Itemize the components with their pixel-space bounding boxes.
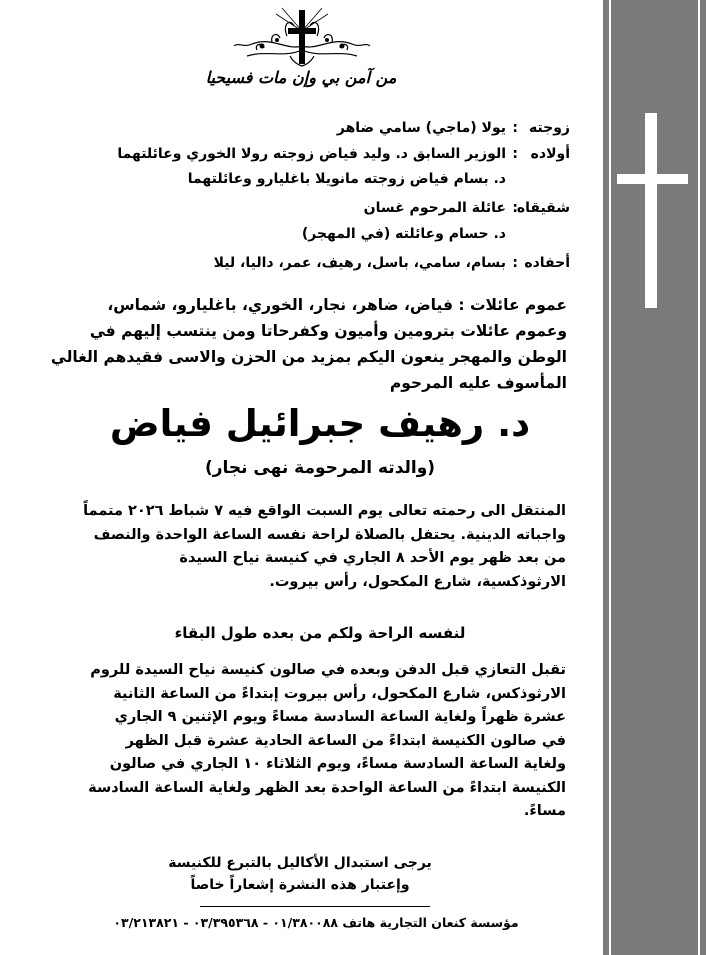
verse: من آمن بي وإن مات فسيحيا — [205, 68, 397, 87]
relatives-line: عموم عائلات : فياض، ضاهر، نجار، الخوري، باغليارو، شماس، — [107, 296, 567, 314]
side-bar-rule — [698, 0, 700, 955]
colon: : — [512, 146, 518, 162]
children-line-2: د. بسام فياض زوجته مانويلا باغليارو وعائلتهما — [187, 171, 506, 187]
grandchildren-label: أحفاده — [524, 255, 570, 271]
cross-icon-bar — [617, 174, 688, 184]
side-bar — [603, 0, 706, 955]
siblings-line-2: د. حسام وعائلته (في المهجر) — [301, 226, 506, 242]
footer-contact: مؤسسة كنعان التجارية هاتف ٠١/٣٨٠٠٨٨ - ٠٣/٣٩٥٣٦٨ - ٠٣/٢١٣٨٢١ — [113, 915, 519, 930]
divider — [200, 906, 430, 907]
siblings-label: شقيقاه — [516, 200, 570, 216]
condolences-line: تقبل التعازي قبل الدفن وبعده في صالون كنيسة نياح السيدة للروم — [90, 662, 566, 678]
condolences-line: الكنيسة ابتداءً من الساعة الواحدة بعد الظهر ولغاية الساعة السادسة — [88, 779, 566, 796]
condolences-line: الارثوذكس، شارع المكحول، رأس بيروت إبتداءً من الساعة الثانية — [113, 685, 566, 702]
condolences-line: في صالون الكنيسة ابتداءً من الساعة الحادية عشرة قبل الظهر — [125, 732, 566, 749]
deceased-name: د. رهيف جبرائيل فياض — [109, 402, 531, 445]
ornament-cross-icon — [232, 6, 372, 70]
notice-line-1: يرجى استبدال الأكاليل بالتبرع للكنيسة — [168, 855, 432, 871]
side-bar-rule — [609, 0, 611, 955]
condolences-line: عشرة ظهراً ولغاية الساعة السادسة مساءً ويوم الإثنين ٩ الجاري — [114, 709, 566, 725]
condolences-line: ولغاية الساعة السادسة مساءً، ويوم الثلاثاء ١٠ الجاري في صالون — [109, 756, 566, 772]
cross-icon — [645, 113, 657, 308]
condolences-paragraph — [68, 659, 566, 824]
funeral-line: من بعد ظهر يوم الأحد ٨ الجاري في كنيسة نياح السيدة — [179, 550, 566, 566]
funeral-line: المنتقل الى رحمته تعالى يوم السبت الواقع فيه ٧ شباط ٢٠٢٦ متمماً — [83, 503, 566, 519]
relatives-paragraph — [50, 292, 567, 396]
wife-value: يولا (ماجي) سامي ضاهر — [336, 120, 506, 136]
funeral-line: الارثوذكسية، شارع المكحول، رأس بيروت. — [269, 573, 566, 590]
siblings-line-1: عائلة المرحوم غسان — [363, 200, 506, 216]
mother-note: (والدته المرحومة نهى نجار) — [204, 458, 436, 478]
grandchildren-value: بسام، سامي، باسل، رهيف، عمر، داليا، ليلا — [213, 255, 506, 271]
children-line-1: الوزير السابق د. وليد فياض زوجته رولا الخوري وعائلتهما — [117, 146, 506, 162]
colon: : — [512, 200, 518, 216]
children-label: أولاده — [530, 146, 570, 162]
relatives-line: وعموم عائلات بترومين وأميون وكفرحاتا ومن ينتسب إليهم في — [89, 322, 567, 340]
relatives-line: الوطن والمهجر ينعون اليكم بمزيد من الحزن والاسى فقيدهم الغالي — [50, 348, 567, 366]
funeral-line: واجباته الدينية. يحتفل بالصلاة لراحة نفسه الساعة الواحدة والنصف — [93, 526, 566, 543]
prayer: لنفسه الراحة ولكم من بعده طول البقاء — [174, 624, 466, 642]
colon: : — [512, 255, 518, 271]
notice-line-2: وإعتبار هذه النشرة إشعاراً خاصاً — [190, 877, 410, 893]
colon: : — [512, 120, 518, 136]
relatives-line: المأسوف عليه المرحوم — [389, 374, 567, 392]
wife-label: زوجته — [528, 120, 570, 136]
funeral-paragraph — [68, 500, 566, 594]
condolences-line: مساءً. — [523, 803, 566, 819]
